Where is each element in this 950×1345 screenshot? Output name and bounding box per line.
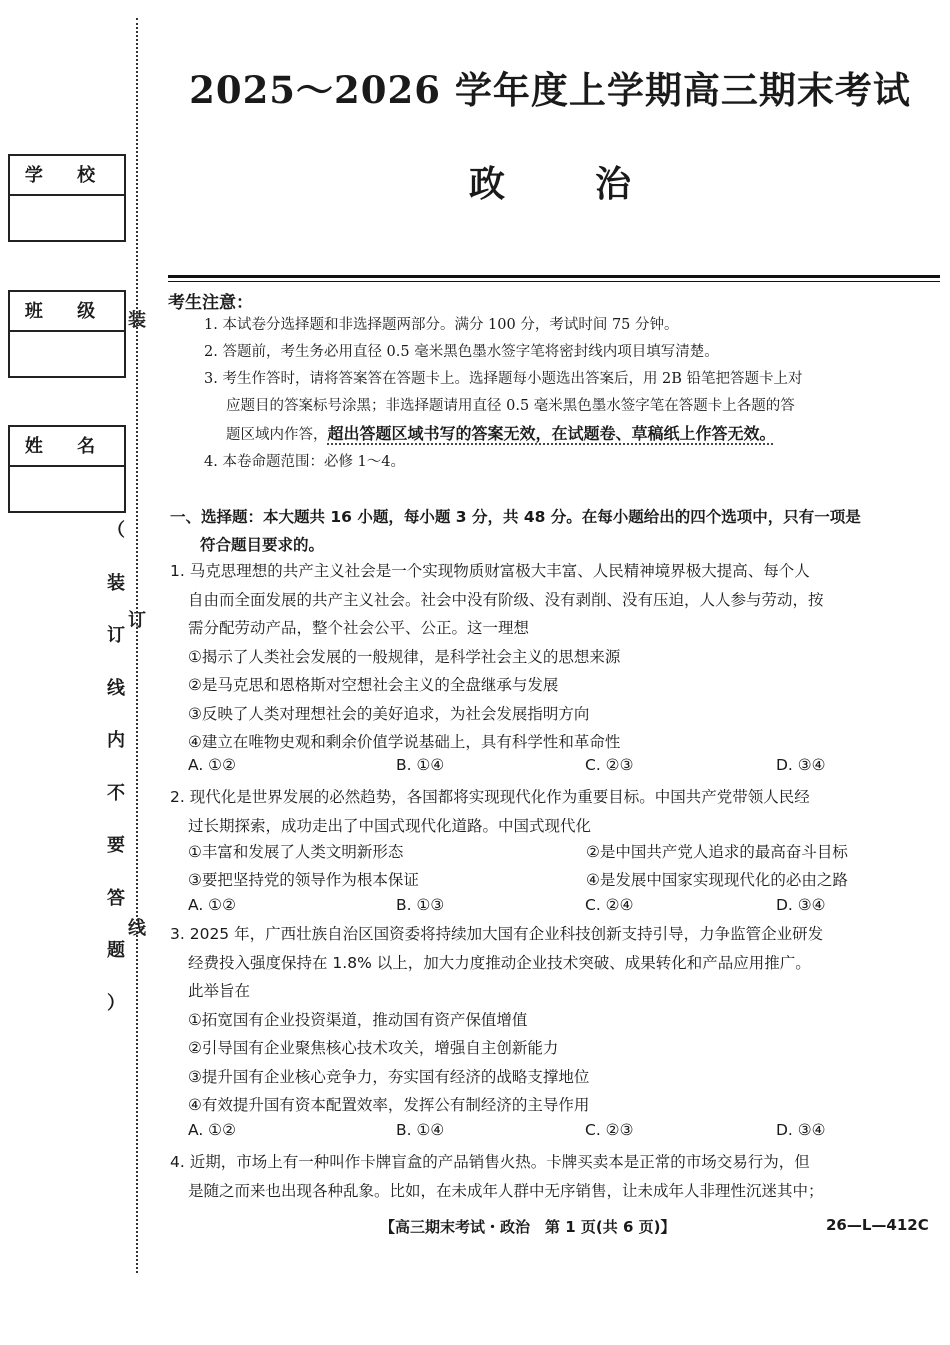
q3-statement: ①拓宽国有企业投资渠道，推动国有资产保值增值	[188, 1010, 528, 1029]
binding-note-char: 要	[107, 835, 125, 856]
q3-option-b[interactable]: B. ①④	[396, 1121, 445, 1139]
q1-line: 需分配劳动产品，整个社会公平、公正。这一理想	[188, 619, 530, 637]
binding-mark-zhuang: 装	[128, 310, 146, 331]
binding-note-char: 装	[107, 572, 125, 594]
q1-option-c[interactable]: C. ②③	[585, 756, 634, 774]
q1-statement: ①揭示了人类社会发展的一般规律，是科学社会主义的思想来源	[188, 647, 621, 666]
q3-line: 3. 2025 年，广西壮族自治区国资委将持续加大国有企业科技创新支持引导，力争监管企业研发	[170, 925, 824, 943]
q2-statement-4: ④是发展中国家实现现代化的必由之路	[586, 871, 848, 889]
notice-item-1: 1. 本试卷分选择题和非选择题两部分。满分 100 分，考试时间 75 分钟。	[204, 317, 679, 333]
question-4	[170, 1148, 940, 1205]
class-field[interactable]	[10, 332, 124, 376]
q1-option-b[interactable]: B. ①④	[396, 756, 445, 774]
school-field[interactable]	[10, 196, 124, 240]
q1-line: 1. 马克思理想的共产主义社会是一个实现物质财富极大丰富、人民精神境界极大提高、每个人	[170, 562, 810, 580]
q2-line: 2. 现代化是世界发展的必然趋势，各国都将实现现代化作为重要目标。中国共产党带领人民经	[170, 788, 810, 806]
question-3	[170, 920, 940, 1120]
question-1	[170, 557, 940, 757]
binding-note	[104, 516, 128, 1041]
q1-option-a[interactable]: A. ①②	[188, 756, 236, 774]
q2-option-d[interactable]: D. ③④	[776, 896, 826, 914]
notice-heading: 考生注意：	[168, 293, 253, 313]
q3-option-c[interactable]: C. ②③	[585, 1121, 634, 1139]
class-label: 班 级	[10, 292, 124, 332]
q3-statement: ③提升国有企业核心竞争力，夯实国有经济的战略支撑地位	[188, 1067, 590, 1086]
q1-statement: ③反映了人类对理想社会的美好追求，为社会发展指明方向	[188, 704, 590, 723]
binding-note-char: 答	[107, 887, 125, 909]
school-label: 学 校	[10, 156, 124, 196]
notice-emphasis: 超出答题区域书写的答案无效，在试题卷、草稿纸上作答无效。	[327, 424, 776, 443]
paper-code: 26—L—412C	[826, 1216, 929, 1234]
page-footer: 【高三期末考试・政治 第 1 页(共 6 页)】	[380, 1218, 676, 1236]
binding-note-char: （	[107, 520, 125, 541]
q4-line: 是随之而来也出现各种乱象。比如，在未成年人群中无序销售，让未成年人非理性沉迷其中；	[188, 1181, 824, 1200]
name-label: 姓 名	[10, 427, 124, 467]
header-rule-thin	[168, 281, 940, 282]
binding-note-char: ）	[107, 992, 125, 1014]
notice-item-4: 4. 本卷命题范围：必修 1～4。	[204, 454, 406, 470]
binding-mark-ding: 订	[128, 610, 146, 631]
section-heading	[170, 503, 945, 559]
binding-note-char: 不	[107, 782, 125, 804]
q2-line: 过长期探索，成功走出了中国式现代化道路。中国式现代化	[188, 816, 592, 835]
q2-option-c[interactable]: C. ②④	[585, 896, 634, 914]
q3-statement: ②引导国有企业聚焦核心技术攻关，增强自主创新能力	[188, 1039, 559, 1057]
q2-statement-3: ③要把坚持党的领导作为根本保证	[188, 871, 419, 889]
header-rule	[168, 275, 940, 278]
q4-line: 4. 近期，市场上有一种叫作卡牌盲盒的产品销售火热。卡牌买卖本是正常的市场交易行为，但	[170, 1153, 810, 1171]
q3-option-d[interactable]: D. ③④	[776, 1121, 826, 1139]
section-heading-line2: 符合题目要求的。	[200, 536, 325, 554]
q2-option-b[interactable]: B. ①③	[396, 896, 445, 914]
section-heading-line1: 一、选择题：本大题共 16 小题，每小题 3 分，共 48 分。在每小题给出的四个选项中，只有一项是	[170, 508, 861, 526]
q3-option-a[interactable]: A. ①②	[188, 1121, 236, 1139]
q3-line: 此举旨在	[188, 982, 251, 1000]
q2-statement-1: ①丰富和发展了人类文明新形态	[188, 843, 404, 861]
notice-item-2: 2. 答题前，考生务必用直径 0.5 毫米黑色墨水签字笔将密封线内项目填写清楚。	[204, 344, 719, 360]
class-box	[8, 290, 126, 378]
q1-line: 自由而全面发展的共产主义社会。社会中没有阶级、没有剥削、没有压迫，人人参与劳动，按	[188, 590, 824, 609]
binding-mark-xian: 线	[128, 918, 146, 939]
school-box	[8, 154, 126, 242]
q3-line: 经费投入强度保持在 1.8% 以上，加大力度推动企业技术突破、成果转化和产品应用推广。	[188, 953, 811, 972]
q1-statement: ②是马克思和恩格斯对空想社会主义的全盘继承与发展	[188, 676, 559, 694]
binding-note-char: 题	[107, 940, 125, 961]
binding-note-char: 内	[107, 730, 125, 751]
name-box	[8, 425, 126, 513]
q3-statement: ④有效提升国有资本配置效率，发挥公有制经济的主导作用	[188, 1096, 590, 1114]
binding-line	[136, 18, 138, 1273]
question-2	[170, 783, 940, 840]
name-field[interactable]	[10, 467, 124, 511]
binding-note-char: 订	[107, 625, 125, 646]
exam-title: 2025～2026 学年度上学期高三期末考试	[189, 68, 911, 112]
q2-option-a[interactable]: A. ①②	[188, 896, 236, 914]
q1-statement: ④建立在唯物史观和剩余价值学说基础上，具有科学性和革命性	[188, 733, 621, 751]
notice-item-3-cont: 应题目的答案标号涂黑；非选择题请用直径 0.5 毫米黑色墨水签字笔在答题卡上各题的答	[226, 398, 795, 414]
binding-note-char: 线	[107, 677, 125, 699]
subject-title: 政治	[468, 164, 721, 205]
q2-statement-2: ②是中国共产党人追求的最高奋斗目标	[586, 843, 848, 861]
notice-item-3-end	[226, 420, 946, 449]
q1-option-d[interactable]: D. ③④	[776, 756, 826, 774]
notice-item-3-tail: 题区域内作答，	[226, 427, 328, 443]
notice-item-3: 3. 考生作答时，请将答案答在答题卡上。选择题每小题选出答案后，用 2B 铅笔把答题卡上对	[204, 371, 803, 387]
